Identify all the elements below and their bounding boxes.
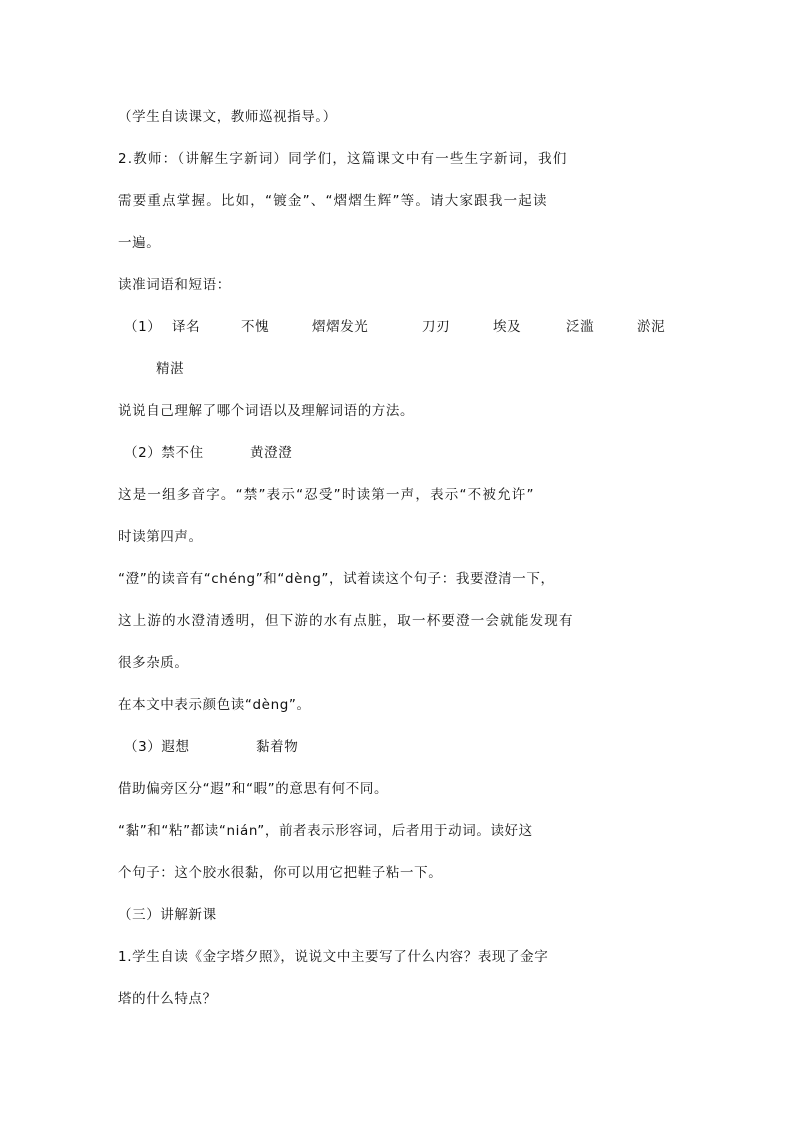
section-heading: （三）讲解新课 <box>118 907 217 923</box>
paragraph-line: 1.学生自读《金字塔夕照》，说说文中主要写了什么内容？表现了金字 <box>118 949 549 965</box>
paragraph-line: 这是一组多音字。“禁”表示“忍受”时读第一声，表示“不被允许” <box>118 487 535 503</box>
paragraph-line: 时读第四声。 <box>118 529 203 545</box>
paragraph-line: 需要重点掌握。比如，“镀金”、“熠熠生辉”等。请大家跟我一起读 <box>118 193 548 209</box>
paragraph-line: 说说自己理解了哪个词语以及理解词语的方法。 <box>118 403 415 419</box>
vocab-word: 精湛 <box>156 361 185 377</box>
vocab-row-2 <box>0 444 794 462</box>
vocab-word: 不愧 <box>241 319 270 335</box>
vocab-word: 淤泥 <box>637 319 666 335</box>
paragraph-line: 很多杂质。 <box>118 655 189 671</box>
paragraph-line: “黏”和“粘”都读“nián”，前者表示形容词，后者用于动词。读好这 <box>118 823 533 839</box>
vocab-word: 黄澄澄 <box>250 445 293 461</box>
vocab-label: （2）禁不住 <box>124 445 204 461</box>
paragraph-line: 读准词语和短语： <box>118 277 231 293</box>
paragraph-line: 2.教师：（讲解生字新词）同学们，这篇课文中有一些生字新词，我们 <box>118 151 568 167</box>
vocab-row-1 <box>0 318 794 336</box>
vocab-word: 泛滥 <box>566 319 595 335</box>
vocab-word: 熠熠发光 <box>312 319 369 335</box>
paragraph-line: “澄”的读音有“chéng”和“dèng”，试着读这个句子：我要澄清一下， <box>118 571 555 587</box>
vocab-word: 黏着物 <box>256 739 299 755</box>
paragraph-line: 个句子：这个胶水很黏，你可以用它把鞋子粘一下。 <box>118 865 443 881</box>
paragraph-line: 一遍。 <box>118 235 161 251</box>
paragraph-line: 塔的什么特点？ <box>118 991 217 1007</box>
paragraph-line: 借助偏旁区分“遐”和“暇”的意思有何不同。 <box>118 781 389 797</box>
paragraph-line: 这上游的水澄清透明，但下游的水有点脏，取一杯要澄一会就能发现有 <box>118 613 574 629</box>
vocab-label: （1） <box>124 319 162 335</box>
vocab-word: 埃及 <box>493 319 522 335</box>
vocab-word: 刀刃 <box>422 319 451 335</box>
paragraph-line: 在本文中表示颜色读“dèng”。 <box>118 697 311 713</box>
paragraph-line: （学生自读课文，教师巡视指导。） <box>118 109 337 125</box>
vocab-word: 译名 <box>172 319 201 335</box>
vocab-row-3 <box>0 738 794 756</box>
vocab-label: （3）遐想 <box>124 739 190 755</box>
